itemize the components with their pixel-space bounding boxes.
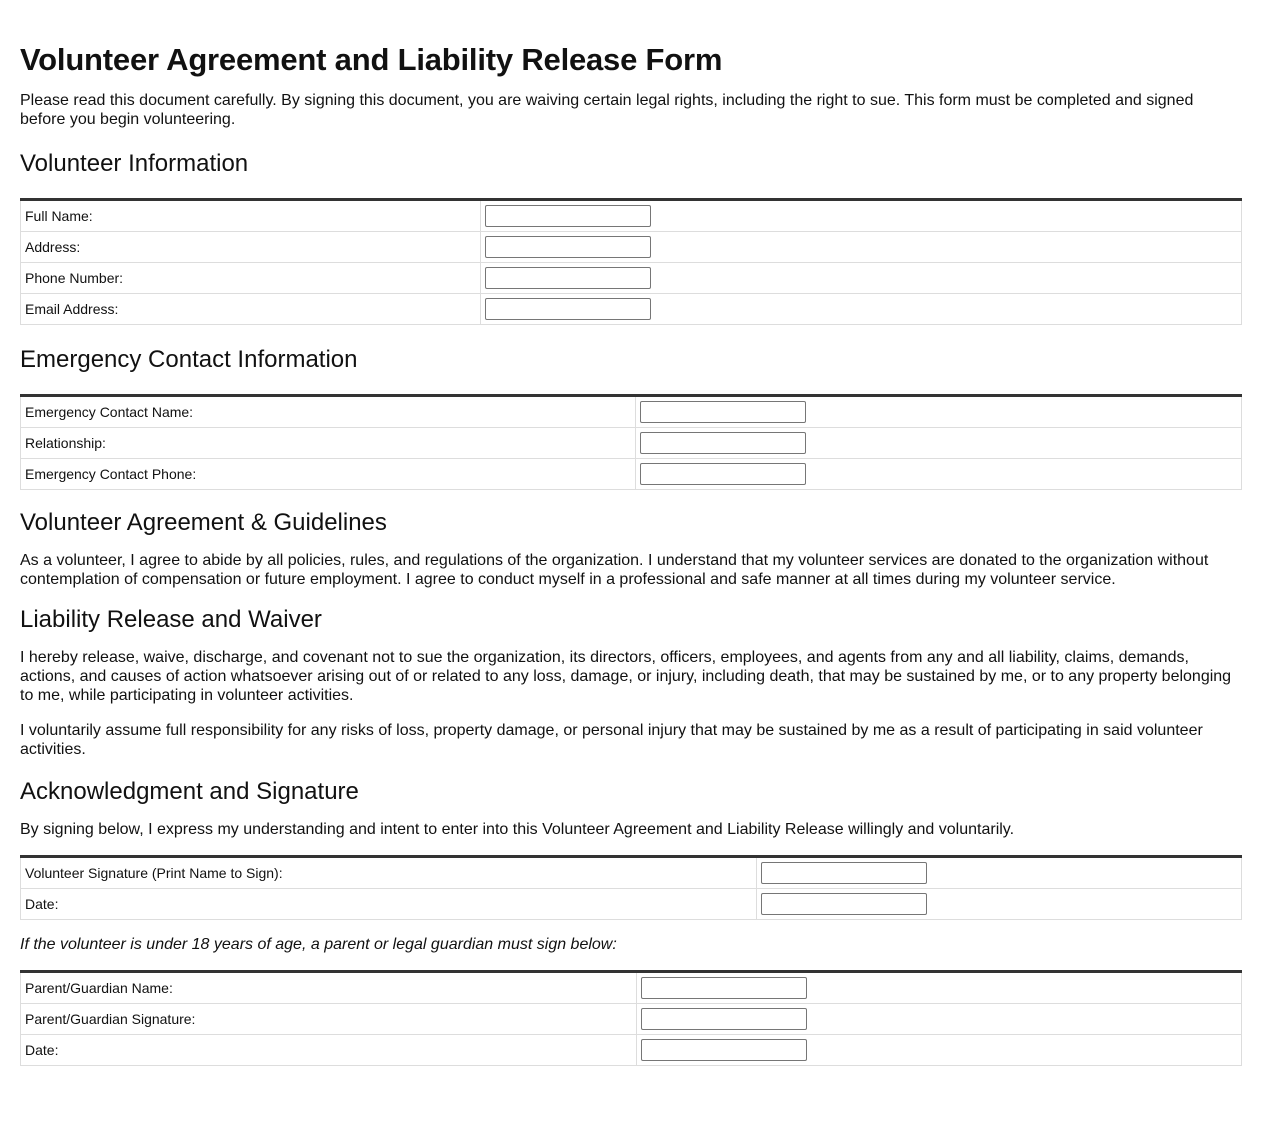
table-row xyxy=(21,857,1242,889)
liability-heading: Liability Release and Waiver xyxy=(20,606,322,633)
field-cell xyxy=(636,396,1242,428)
intro-text: Please read this document carefully. By signing this document, you are waiving certain legal rights, including the right to sue. This form must be completed and signed before you begin volunteering. xyxy=(20,92,1194,128)
field-cell xyxy=(636,428,1242,459)
relationship-label: Relationship: xyxy=(21,428,636,459)
volunteer-date-input[interactable] xyxy=(761,893,927,915)
emergency-contact-phone-label: Emergency Contact Phone: xyxy=(21,459,636,490)
field-cell xyxy=(481,263,1242,294)
table-row xyxy=(21,459,1242,490)
field-cell xyxy=(637,972,1242,1004)
email-address-input[interactable] xyxy=(485,298,651,320)
relationship-input[interactable] xyxy=(640,432,806,454)
table-row xyxy=(21,889,1242,920)
phone-number-label: Phone Number: xyxy=(21,263,481,294)
volunteer-date-label: Date: xyxy=(21,889,757,920)
volunteer-signature-table xyxy=(20,855,1242,920)
field-cell xyxy=(757,857,1242,889)
guardian-name-label: Parent/Guardian Name: xyxy=(21,972,637,1004)
emergency-contact-name-input[interactable] xyxy=(640,401,806,423)
emergency-contact-phone-input[interactable] xyxy=(640,463,806,485)
emergency-contact-table xyxy=(20,394,1242,490)
agreement-heading: Volunteer Agreement & Guidelines xyxy=(20,509,387,536)
email-address-label: Email Address: xyxy=(21,294,481,325)
table-row xyxy=(21,263,1242,294)
address-input[interactable] xyxy=(485,236,651,258)
table-row xyxy=(21,200,1242,232)
minor-note: If the volunteer is under 18 years of age, a parent or legal guardian must sign below: xyxy=(20,936,617,953)
field-cell xyxy=(636,459,1242,490)
table-row xyxy=(21,972,1242,1004)
field-cell xyxy=(757,889,1242,920)
full-name-label: Full Name: xyxy=(21,200,481,232)
emergency-contact-name-label: Emergency Contact Name: xyxy=(21,396,636,428)
full-name-input[interactable] xyxy=(485,205,651,227)
field-cell xyxy=(481,294,1242,325)
table-row xyxy=(21,1004,1242,1035)
acknowledgment-heading: Acknowledgment and Signature xyxy=(20,778,359,805)
liability-paragraph-1: I hereby release, waive, discharge, and covenant not to sue the organization, its directors, officers, employees, and agents from any and all liability, claims, demands, actions, and causes of action whatsoever arising out of or related to any loss, damage, or injury, including death, that may be sustained by me, or to any property belonging to me, while participating in volunteer activities. xyxy=(20,649,1232,704)
guardian-signature-table xyxy=(20,970,1242,1066)
volunteer-signature-input[interactable] xyxy=(761,862,927,884)
guardian-date-input[interactable] xyxy=(641,1039,807,1061)
guardian-signature-input[interactable] xyxy=(641,1008,807,1030)
page-title: Volunteer Agreement and Liability Release Form xyxy=(20,42,723,77)
table-row xyxy=(21,1035,1242,1066)
volunteer-info-heading: Volunteer Information xyxy=(20,150,249,177)
table-row xyxy=(21,294,1242,325)
field-cell xyxy=(637,1004,1242,1035)
guardian-date-label: Date: xyxy=(21,1035,637,1066)
field-cell xyxy=(637,1035,1242,1066)
acknowledgment-text: By signing below, I express my understanding and intent to enter into this Volunteer Agreement and Liability Release willingly and voluntarily. xyxy=(20,821,1015,838)
table-row xyxy=(21,232,1242,263)
liability-paragraph-2: I voluntarily assume full responsibility for any risks of loss, property damage, or personal injury that may be sustained by me as a result of participating in said volunteer activities. xyxy=(20,722,1203,758)
field-cell xyxy=(481,232,1242,263)
guardian-signature-label: Parent/Guardian Signature: xyxy=(21,1004,637,1035)
emergency-contact-heading: Emergency Contact Information xyxy=(20,346,358,373)
address-label: Address: xyxy=(21,232,481,263)
table-row xyxy=(21,396,1242,428)
volunteer-signature-label: Volunteer Signature (Print Name to Sign): xyxy=(21,857,757,889)
field-cell xyxy=(481,200,1242,232)
volunteer-info-table xyxy=(20,198,1242,325)
phone-number-input[interactable] xyxy=(485,267,651,289)
agreement-text: As a volunteer, I agree to abide by all policies, rules, and regulations of the organization. I understand that my volunteer services are donated to the organization without contemplation of compensation or future employment. I agree to conduct myself in a professional and safe manner at all times during my volunteer service. xyxy=(20,552,1209,588)
table-row xyxy=(21,428,1242,459)
guardian-name-input[interactable] xyxy=(641,977,807,999)
